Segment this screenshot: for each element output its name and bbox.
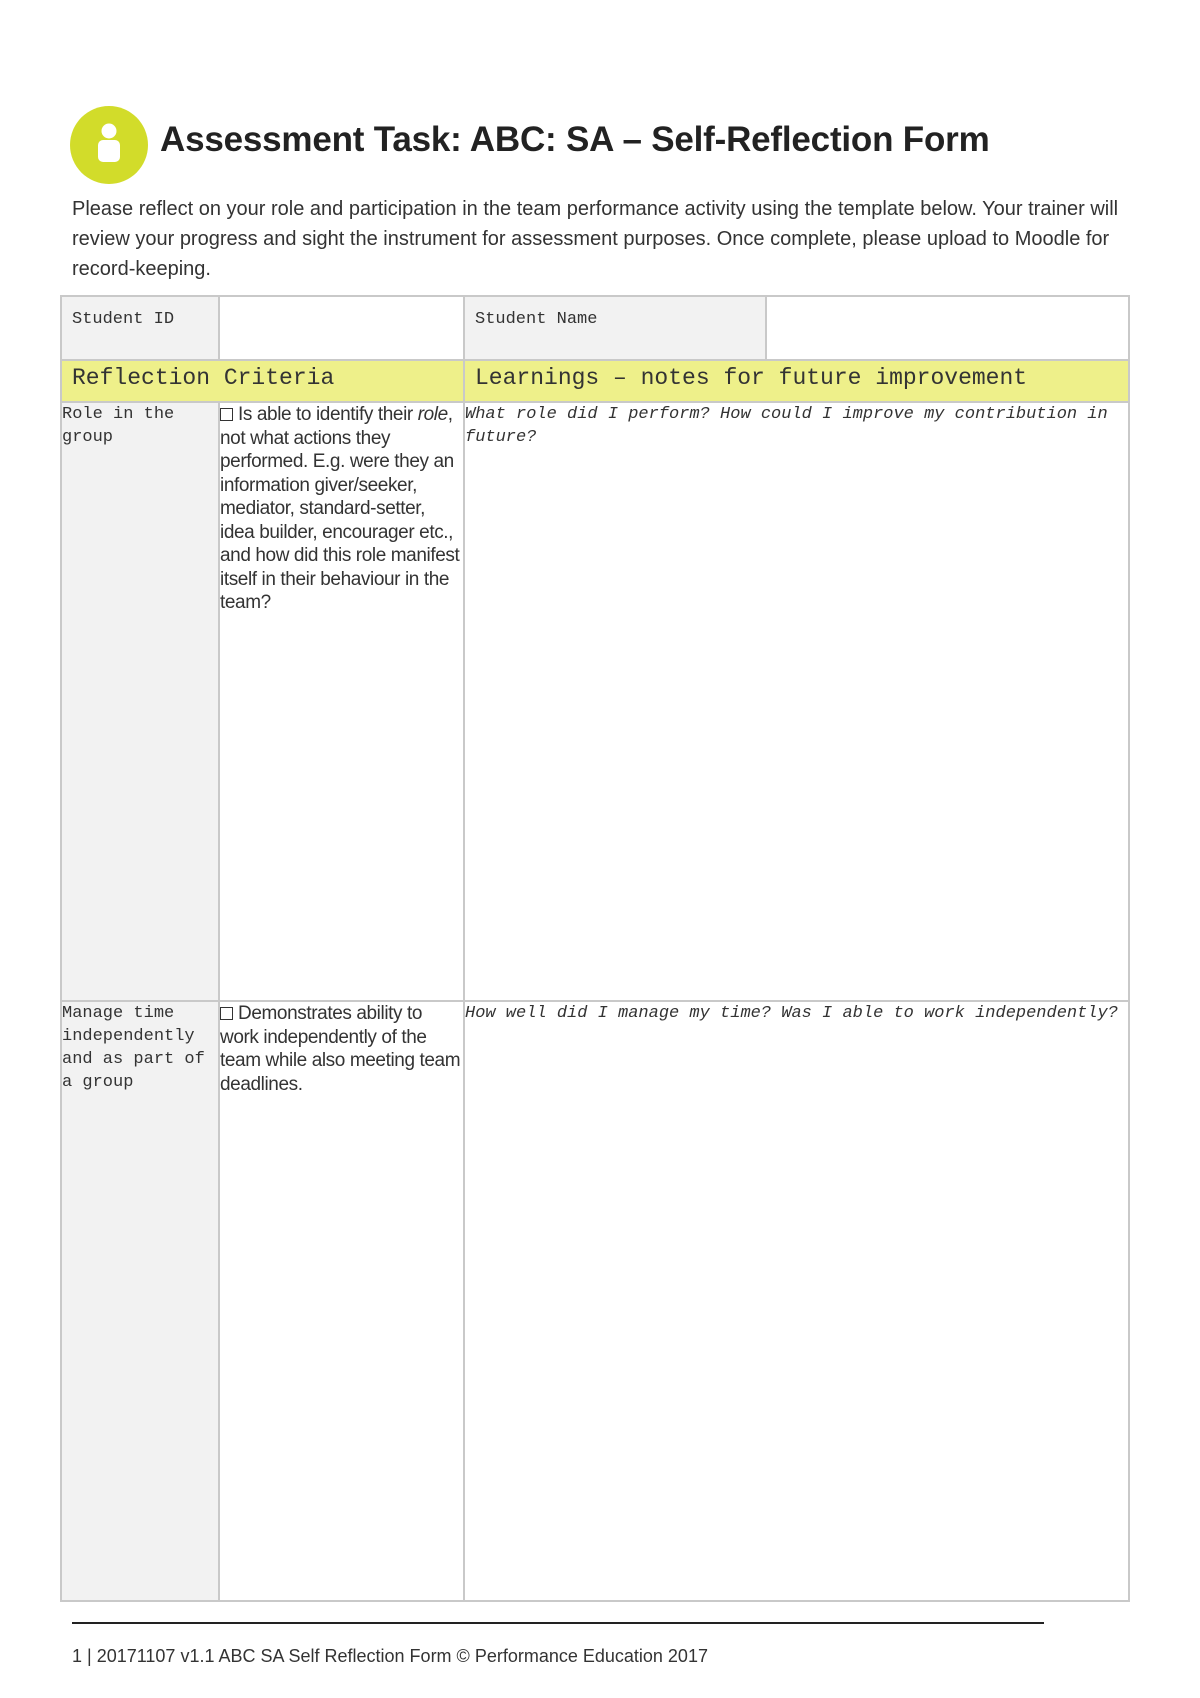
criteria-text-cont: , not what actions they performed. E.g. were they an information giver/seeker, mediator, standard-setter, idea builder, encourager etc., and how did this role manifest itself in their behaviour in the team?: [220, 404, 460, 613]
checkbox[interactable]: [220, 1007, 233, 1020]
student-id-field[interactable]: [219, 296, 464, 360]
criteria-text: Is able to identify their: [238, 404, 418, 425]
prompt-text: How well did I manage my time? Was I able to work independently?: [465, 1004, 1118, 1023]
criteria-row-time: [61, 1001, 1129, 1601]
criteria-role: [219, 402, 464, 1001]
checkbox[interactable]: [220, 408, 233, 421]
intro-paragraph: Please reflect on your role and participation in the team performance activity using the template below. Your trainer will review your progress and sight the instrument for assessment purposes. Once complete, please upload to Moodle for record-keeping.: [72, 198, 1119, 280]
learnings-header: Learnings – notes for future improvement: [464, 360, 1129, 402]
column-header-row: [61, 360, 1129, 402]
reflection-criteria-header: Reflection Criteria: [61, 360, 464, 402]
footer-text: 1 | 20171107 v1.1 ABC SA Self Reflection Form © Performance Education 2017: [72, 1646, 708, 1666]
student-id-label: Student ID: [61, 296, 219, 360]
row-label-role: Role in the group: [61, 402, 219, 1001]
person-icon: [70, 106, 148, 184]
page-title: Assessment Task: ABC: SA – Self-Reflection Form: [160, 120, 990, 159]
footer-divider: [72, 1622, 1044, 1624]
criteria-emphasis: role: [417, 404, 448, 425]
student-name-field[interactable]: [766, 296, 1129, 360]
notes-cell-time[interactable]: [464, 1001, 1129, 1601]
prompt-text: What role did I perform? How could I improve my contribution in future?: [465, 405, 1108, 447]
logo-badge: [70, 106, 148, 184]
criteria-time: [219, 1001, 464, 1601]
row-label-time: Manage time independently and as part of a group: [61, 1001, 219, 1601]
notes-cell-role[interactable]: [464, 402, 1129, 1001]
criteria-text: Demonstrates ability to work independently of the team while also meeting team deadlines.: [220, 1003, 461, 1095]
student-name-label: Student Name: [464, 296, 766, 360]
criteria-row-role: [61, 402, 1129, 1001]
student-info-row: [61, 296, 1129, 360]
reflection-form-table: [60, 295, 1130, 1602]
